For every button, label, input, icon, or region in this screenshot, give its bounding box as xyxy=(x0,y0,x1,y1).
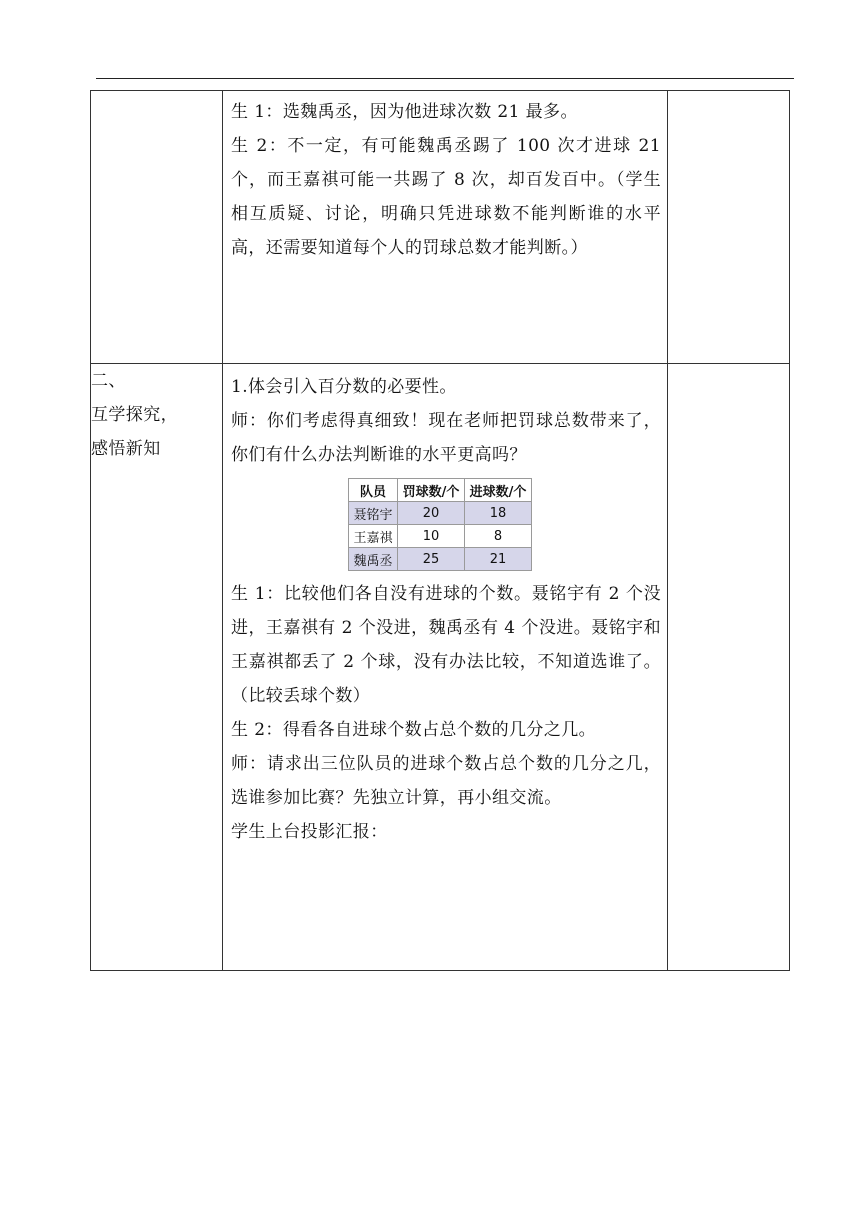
table-row xyxy=(349,525,532,548)
paragraph: 生 2：不一定，有可能魏禹丞踢了 100 次才进球 21 个，而王嘉祺可能一共踢了 8 次，却百发百中。（学生相互质疑、讨论，明确只凭进球数不能判断谁的水平高，还需要知道每个人的罚球总数才能判断。） xyxy=(231,136,661,258)
paragraph: 师：请求出三位队员的进球个数占总个数的几分之几，选谁参加比赛？先独立计算，再小组交流。 xyxy=(231,754,661,808)
paragraph: 1.体会引入百分数的必要性。 xyxy=(231,377,457,397)
player-name: 王嘉祺 xyxy=(349,525,398,548)
table-row xyxy=(91,364,790,971)
notes-cell xyxy=(668,364,790,971)
stage-title: 感悟新知 xyxy=(91,439,161,459)
header-cell: 进球数/个 xyxy=(465,479,532,502)
paragraph: 生 1：选魏禹丞，因为他进球次数 21 最多。 xyxy=(231,102,578,122)
goal-count: 21 xyxy=(465,548,532,571)
table-row xyxy=(349,548,532,571)
header-cell: 队员 xyxy=(349,479,398,502)
paragraph: 师：你们考虑得真细致！现在老师把罚球总数带来了，你们有什么办法判断谁的水平更高吗？ xyxy=(231,411,661,465)
header-cell: 罚球数/个 xyxy=(398,479,465,502)
table-row xyxy=(91,91,790,364)
table-row xyxy=(349,502,532,525)
paragraph: 学生上台投影汇报： xyxy=(231,822,388,842)
player-name: 聂铭宇 xyxy=(349,502,398,525)
goal-count: 8 xyxy=(465,525,532,548)
penalty-count: 25 xyxy=(398,548,465,571)
paragraph: 生 1：比较他们各自没有进球的个数。聂铭宇有 2 个没进，王嘉祺有 2 个没进，魏禹丞有 4 个没进。聂铭宇和王嘉祺都丢了 2 个球，没有办法比较，不知道选谁了。（比较丢球个数） xyxy=(231,584,661,706)
score-table-header xyxy=(349,479,532,502)
header-rule xyxy=(96,78,794,79)
notes-cell xyxy=(668,91,790,364)
goal-count: 18 xyxy=(465,502,532,525)
stage-title: 互学探究， xyxy=(91,405,178,425)
stage-number: 二、 xyxy=(91,371,126,391)
paragraph: 生 2：得看各自进球个数占总个数的几分之几。 xyxy=(231,720,597,740)
content-cell xyxy=(223,91,668,364)
stage-cell xyxy=(91,364,223,971)
content-cell xyxy=(223,364,668,971)
score-table xyxy=(348,478,532,571)
score-table-wrapper xyxy=(223,478,667,571)
penalty-count: 10 xyxy=(398,525,465,548)
player-name: 魏禹丞 xyxy=(349,548,398,571)
lesson-plan-table xyxy=(90,90,790,971)
penalty-count: 20 xyxy=(398,502,465,525)
stage-cell-empty xyxy=(91,91,223,364)
